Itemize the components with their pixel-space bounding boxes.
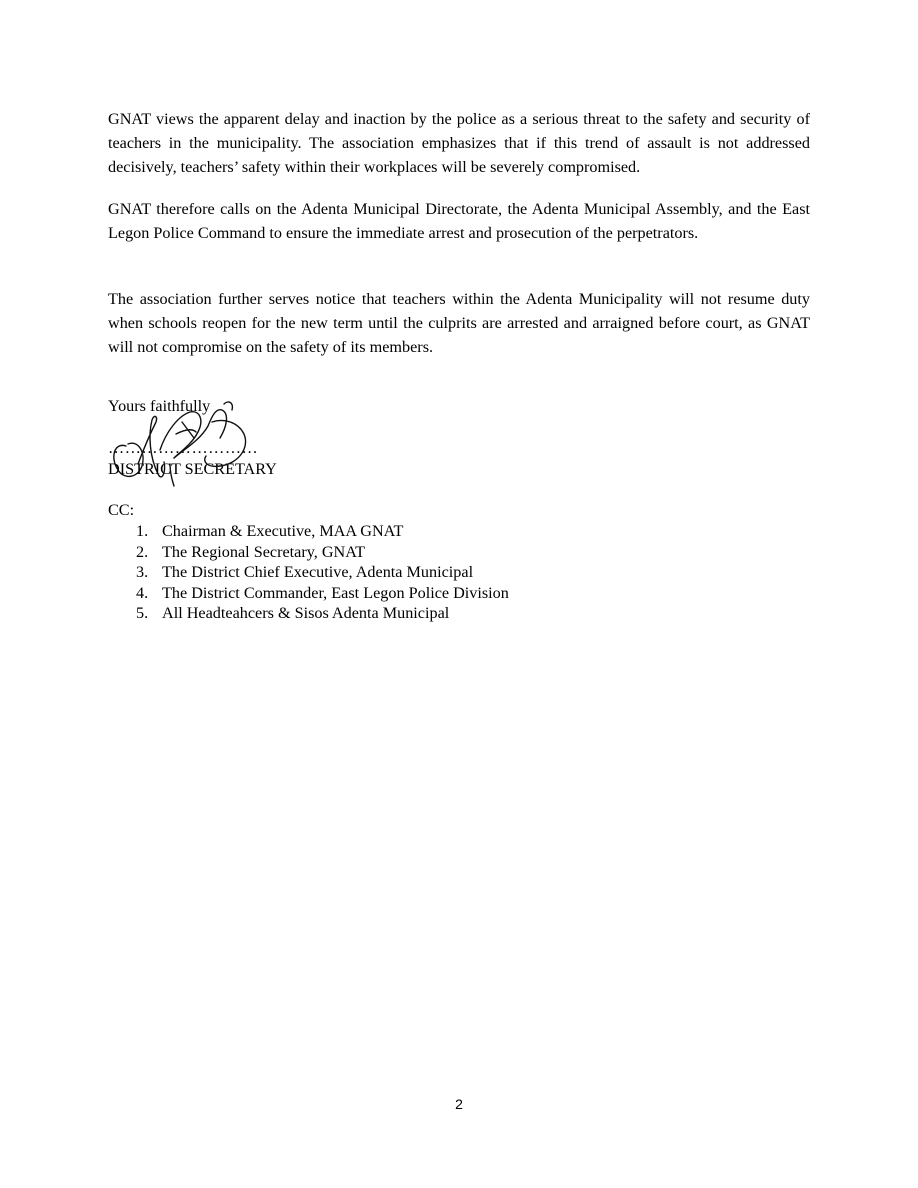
cc-label: CC: [108,501,135,519]
page-number: 2 [455,1096,463,1112]
closing-salutation: Yours faithfully [108,397,211,415]
cc-item-number: 1. [136,522,149,540]
cc-item-number: 3. [136,563,149,582]
handwritten-signature [104,392,254,490]
cc-list-item [108,583,509,604]
cc-list [108,521,509,624]
signature-line: ……………………… [108,439,259,457]
signer-title: DISTRICT SECRETARY [108,460,277,478]
cc-list-item [108,521,509,542]
body-paragraph-1: GNAT views the apparent delay and inaction by the police as a serious threat to the safety and security of teachers in the municipality. The association emphasizes that if this trend of assault is not addressed decisively, teachers’ safety within their workplaces will be severely compromised. [108,110,810,176]
cc-item-text: The District Commander, East Legon Police Division [162,583,509,602]
cc-item-text: The District Chief Executive, Adenta Municipal [162,563,474,582]
cc-list-item [108,542,509,563]
body-paragraph-3: The association further serves notice that teachers within the Adenta Municipality will not resume duty when schools reopen for the new term until the culprits are arrested and arraigned before court, as GNAT will not compromise on the safety of its members. [108,290,810,356]
cc-list-item [108,603,509,624]
cc-item-number: 4. [136,583,149,602]
cc-item-text: The Regional Secretary, GNAT [162,542,366,561]
cc-item-text: All Headteahcers & Sisos Adenta Municipal [162,604,450,623]
cc-list-item [108,562,509,583]
cc-item-text: Chairman & Executive, MAA GNAT [162,522,404,540]
cc-item-number: 2. [136,542,149,561]
body-paragraph-2: GNAT therefore calls on the Adenta Municipal Directorate, the Adenta Municipal Assembly, and the East Legon Police Command to ensure the immediate arrest and prosecution of the perpetrators. [108,200,810,242]
cc-item-number: 5. [136,604,149,623]
